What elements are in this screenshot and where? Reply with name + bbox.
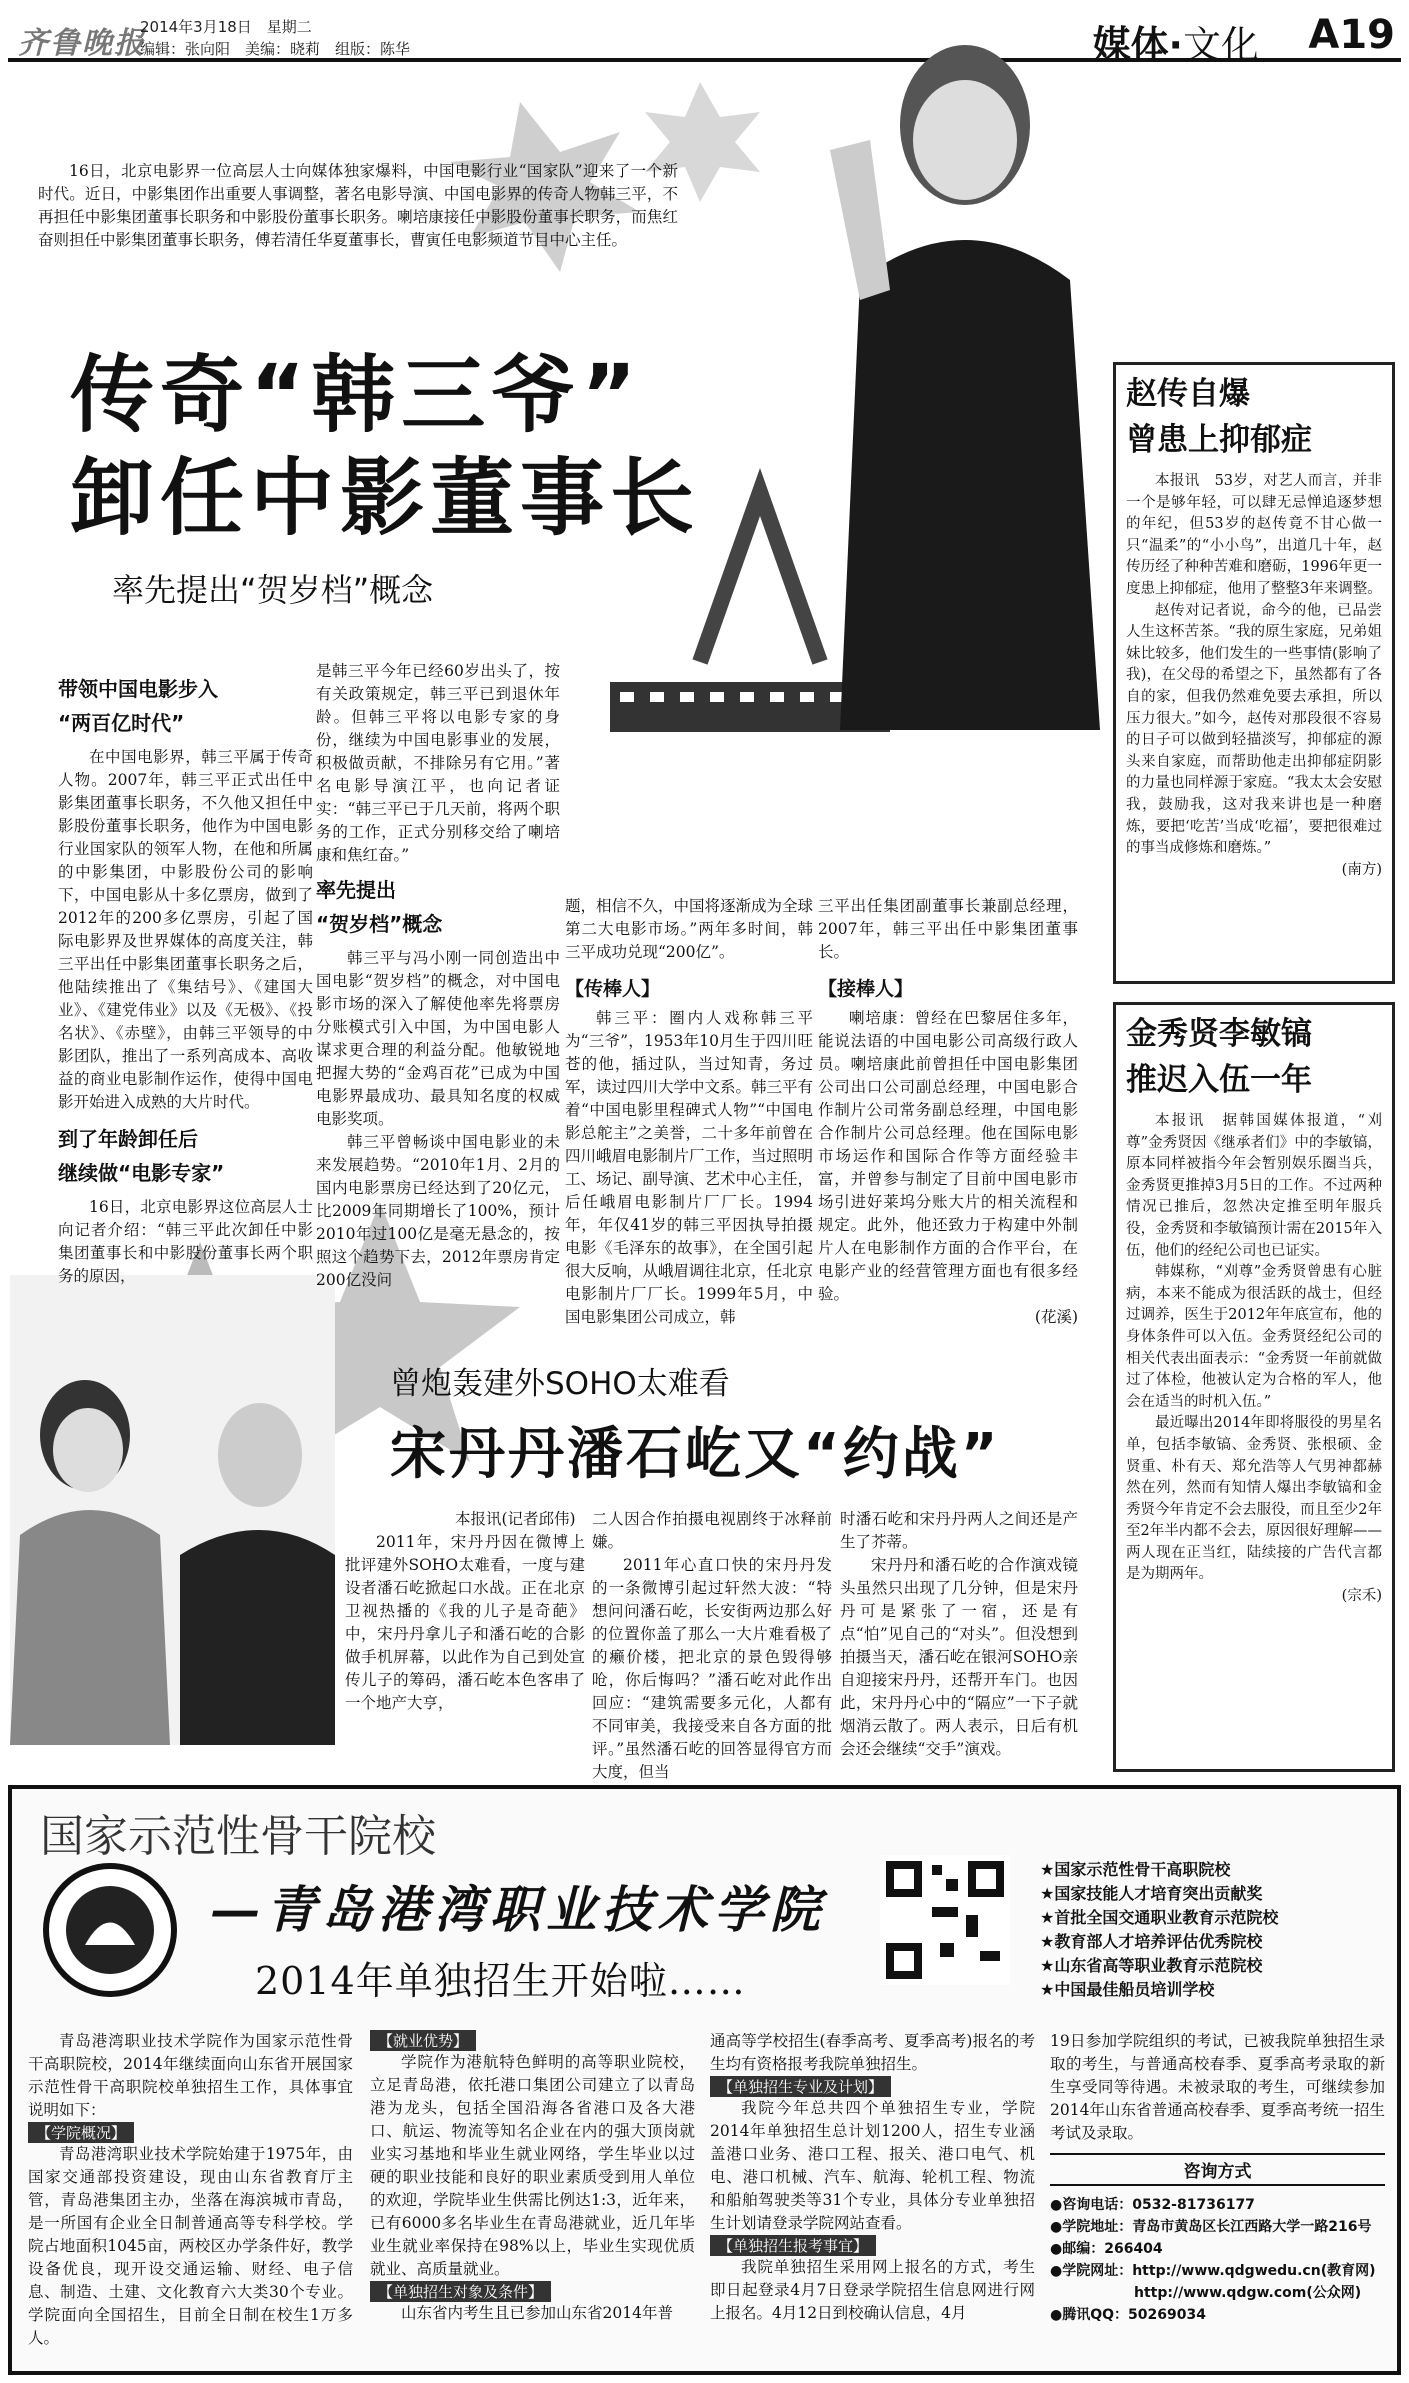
honor-item: ★山东省高等职业教育示范院校 xyxy=(1040,1956,1263,1975)
ad-contact-title: 咨询方式 xyxy=(1050,2153,1385,2186)
ad-tag-overview: 【学院概况】 xyxy=(28,2122,134,2143)
qr-code-icon xyxy=(880,1855,1010,1985)
contact-line: ●学院地址：青岛市黄岛区长江西路大学一路216号 xyxy=(1050,2219,1372,2235)
story2-kicker: 曾炮轰建外SOHO太难看 xyxy=(390,1366,730,1402)
contact-line: http://www.qdgw.com(公众网) xyxy=(1050,2285,1362,2301)
main-column-4: 三平出任集团副董事长兼副总经理，2007年，韩三平出任中影集团董事长。 【接棒人】 喇培康：曾经在巴黎居住多年，能说法语的中国电影公司高级行政人员。喇培康此前曾担任中国电影集团公司出口公司副总经理，中国电影合作制片公司常务副总经理，中国电影合作制片公司总经理。他在国际电影市场运作和国际合作等方面经验丰富，并曾参与制定了目前中国电影市场引进好莱坞分账大片的相关流程和规定。此外，他还致力于构建中外制片人在电影制作方面的合作平台，在电影产业的经营管理方面也有很多经验。 (花溪) xyxy=(818,895,1078,1329)
sidebar2-title1: 金秀贤李敏镐 xyxy=(1126,1016,1312,1052)
story2-byline: 本报讯(记者邱伟) xyxy=(455,1510,576,1528)
main-headline-line1: 传奇“韩三爷” xyxy=(70,346,643,444)
subhead-2b: 继续做“电影专家” xyxy=(58,1161,225,1185)
story2-headline: 宋丹丹潘石屹又“约战” xyxy=(390,1422,1001,1487)
main-column-1: 带领中国电影步入 “两百亿时代” 在中国电影界，韩三平属于传奇人物。2007年，韩三平正式出任中影集团董事长职务，不久他又担任中影股份董事长职务，他作为中国电影行业国家队的领军人物，在他和所属的中影集团，中影股份公司的影响下，中国电影从十多亿票房，做到了2012年的200多亿票房，引起了国际电影界及世界媒体的高度关注，韩三平出任中影集团董事长职务之后，他陆续推出了《集结号》、《建国大业》、《建党伟业》以及《无极》、《投名状》、《赤壁》，由韩三平领导的中影团队，推出了一系列高成本、高收益的商业电影制作运作，使得中国电影开始进入成熟的大片时代。 到了年龄卸任后 继续做“电影专家” 16日，北京电影界这位高层人士向记者介绍：“韩三平此次卸任中影集团董事长和中影股份董事长两个职务的原因， xyxy=(58,672,313,1288)
sidebar-kimsoohyun: 金秀贤李敏镐 推迟入伍一年 本报讯 据韩国媒体报道，“刈尊”金秀贤因《继承者们》中的李敏镐，原本同样被指今年会暂别娱乐圈当兵，金秀贤更推掉3月5日的工作。不过两种情况已推后，忽然决定推至明年服兵役，金秀贤和李敏镐预计需在2015年入伍，他们的经纪公司也已证实。 韩媒称，“刈尊”金秀贤曾患有心脏病，本来不能成为很活跃的战士，但经过调养，医生于2012年年底宣布，他的身体条件可以入伍。金秀贤经纪公司的相关代表出面表示：“金秀贤一年前就做过了体检，他被认定为合格的军人，他会在适当的时机入伍。” 最近曝出2014年即将服役的男星名单，包括李敏镐、金秀贤、张根硕、金贤重、朴有天、郑允浩等人气男神都赫然在列，然而有知情人爆出李敏镐和金秀贤今年肯定不会去服役，而且至少2年至2年半内都不会去，原因很好理解——两人现在正当红，陆续接的广告代言都是为期两年。 (宗禾) xyxy=(1113,1002,1395,1772)
ad-honors-list xyxy=(1040,1858,1390,2002)
sidebar2-title2: 推迟入伍一年 xyxy=(1126,1062,1312,1098)
issue-info xyxy=(140,16,410,60)
byline-nanfang: (南方) xyxy=(1341,861,1382,878)
ad-tag-employment: 【就业优势】 xyxy=(370,2030,476,2051)
byline-zonghe: (宗禾) xyxy=(1341,1588,1382,1605)
honor-item: ★国家技能人才培育突出贡献奖 xyxy=(1040,1884,1263,1903)
subhead-3b: “贺岁档”概念 xyxy=(316,912,443,936)
main-column-2: 是韩三平今年已经60岁出头了，按有关政策规定，韩三平已到退休年龄。但韩三平将以电影专家的身份，继续为中国电影事业的发展，积极做贡献，不排除另有它用。”著名电影导演江平，也向记者证实：“韩三平已于几天前，将两个职务的工作，正式分别移交给了喇培康和焦红奋。” 率先提出 “贺岁档”概念 韩三平与冯小刚一同创造出中国电影“贺岁档”的概念，对中国电影市场的深入了解使他率先将票房分账模式引入中国，为中国电影人谋求更合理的利益分配。他敏锐地把握大势的“金鸡百花”已成为中国电影界最成功、最具知名度的权威电影奖项。 韩三平曾畅谈中国电影业的未来发展趋势。“2010年1月、2月的国内电影票房已经达到了20亿元，比2009年同期增长了100%，预计2010年过100亿是毫无悬念的，按照这个趋势下去，2012年票房肯定200亿没问 xyxy=(316,662,560,1289)
ad-column-1: 青岛港湾职业技术学院作为国家示范性骨干高职院校，2014年继续面向山东省开展国家示范性骨干高职院校单独招生工作，具体事宜说明如下： 【学院概况】 青岛港湾职业技术学院始建于1975年，由国家交通部投资建设，现由山东省教育厅主管，青岛港集团主办，坐落在海滨城市青岛，是一所国有企业全日制普通高等专科学校。学院占地面积1045亩，两校区办学条件好，教学设备优良，现开设交通运输、财经、电子信息、制造、土建、文化教育六大类30个专业。学院面向全国招生，目前全日制在校生1万多人。 xyxy=(28,2032,353,2347)
ad-banner: 国家示范性骨干院校 xyxy=(40,1811,436,1862)
honor-item: ★国家示范性骨干高职院校 xyxy=(1040,1860,1231,1879)
subhead-1a: 带领中国电影步入 xyxy=(58,677,218,701)
subhead-1b: “两百亿时代” xyxy=(58,711,185,735)
honor-item: ★首批全国交通职业教育示范院校 xyxy=(1040,1908,1279,1927)
ad-school-name: —青岛港湾职业技术学院 xyxy=(210,1880,826,1939)
honor-item: ★中国最佳船员培训学校 xyxy=(1040,1980,1215,1999)
contact-line: ●腾讯QQ：50269034 xyxy=(1050,2307,1206,2323)
main-subtitle: 率先提出“贺岁档”概念 xyxy=(112,571,434,609)
main-column-3: 题，相信不久，中国将逐渐成为全球第二大电影市场。”两年多时间，韩三平成功兑现“200亿”。 【传棒人】 韩三平：圈内人戏称韩三平为“三爷”，1953年10月生于四川旺苍的他，插过队，当过知青，务过军，读过四川大学中文系。韩三平有着“中国电影里程碑式人物”“中国电影总舵主”之美誉，二十多年前曾在四川峨眉电影制片厂工作，当过照明工、场记、副导演、艺术中心主任，后任峨眉电影制片厂厂长。1994年，年仅41岁的韩三平因执导拍摄电影《毛泽东的故事》，在全国引起很大反响，从峨眉调往北京，任北京电影制片厂厂长。1999年5月，中国电影集团公司成立，韩 xyxy=(565,897,814,1326)
byline-huaxi: (花溪) xyxy=(1034,1308,1078,1326)
story2-column-2: 二人因合作拍摄电视剧终于冰释前嫌。 2011年心直口快的宋丹丹发的一条微博引起过轩然大波：“特想问问潘石屹，长安街两边那么好的位置你盖了那么一大片难看极了的癞价楼，把北京的景色毁得够呛，你后悔吗？”潘石屹对此作出回应：“建筑需要多元化，人都有不同审美，我接受来自各方面的批评。”虽然潘石屹的回答显得官方而大度，但当 xyxy=(592,1510,832,1781)
contact-line: ●邮编：266404 xyxy=(1050,2241,1163,2257)
tag-predecessor: 【传棒人】 xyxy=(565,978,661,1000)
ad-slogan: 2014年单独招生开始啦…… xyxy=(255,1959,746,2003)
sidebar1-title1: 赵传自爆 xyxy=(1126,376,1250,412)
ad-column-3: 通高等学校招生(春季高考、夏季高考)报名的考生均有资格报考我院单独招生。 【单独招生专业及计划】 我院今年总共四个单独招生专业，学院2014年单独招生总计划1200人，招生专业涵盖港口业务、港口工程、报关、港口电气、机电、港口机械、汽车、航海、轮机工程、物流和船舶驾驶类等31个专业，具体分专业单独招生计划请登录学院网站查看。 【单独招生报考事宜】 我院单独招生采用网上报名的方式，考生即日起登录4月7日登录学院招生信息网进行网上报名。4月12日到校确认信息，4月 xyxy=(710,2032,1035,2322)
sidebar-zhaochuan: 赵传自爆 曾患上抑郁症 本报讯 53岁，对艺人而言，并非一个是够年轻，可以肆无忌惮追逐梦想的年纪，但53岁的赵传竟不甘心做一只“温柔”的“小小鸟”，出道几十年，赵传历经了种种苦难和磨砺，1996年更一度患上抑郁症，他用了整整3年来调整。 赵传对记者说，命今的他，已品尝人生这杯苦茶。“我的原生家庭，兄弟姐妹比较多，他们发生的一些事情(影响了我)，在父母的希望之下，虽然都有了各自的家，但我仍然难免要去承担，所以压力很大。”如今，赵传对那段很不容易的日子可以做到轻描淡写，抑郁症的源头来自家庭，而帮助他走出抑郁症阴影的力量也同样源于家庭。“我太太会安慰我，鼓励我，这对我来讲也是一种磨炼，要把‘吃苦’当成‘吃福’，要把很难过的事当成修炼和磨炼。” (南方) xyxy=(1113,362,1395,984)
honor-item: ★教育部人才培养评估优秀院校 xyxy=(1040,1932,1263,1951)
ad-tag-eligibility: 【单独招生对象及条件】 xyxy=(370,2281,551,2302)
han-sanping-photo xyxy=(800,30,1120,730)
school-logo-icon xyxy=(40,1860,180,2000)
tag-successor: 【接棒人】 xyxy=(818,978,914,1000)
contact-line: ●咨询电话：0532-81736177 xyxy=(1050,2197,1255,2213)
subhead-3a: 率先提出 xyxy=(316,878,396,902)
issue-editors: 编辑：张向阳 美编：晓莉 组版：陈华 xyxy=(140,40,411,58)
ad-tag-plan: 【单独招生专业及计划】 xyxy=(710,2076,891,2097)
ad-column-2: 【就业优势】 学院作为港航特色鲜明的高等职业院校，立足青岛港，依托港口集团公司建立了以青岛港为龙头，包括全国沿海各省港口及各大港口、航运、物流等知名企业在内的强大顶岗就业实习基地和毕业生就业网络，学生毕业以过硬的职业技能和良好的职业素质受到用人单位的欢迎，学院毕业生供需比例达1:3，近年来，已有6000多名毕业生在青岛港就业，近几年毕业生就业率保持在98%以上，毕业生实现优质就业、高质量就业。 【单独招生对象及条件】 山东省内考生且已参加山东省2014年普 xyxy=(370,2032,695,2322)
ad-column-4: 19日参加学院组织的考试，已被我院单独招生录取的考生，与普通高校春季、夏季高考录取的新生享受同等待遇。未被录取的考生，可继续参加2014年山东省普通高校春季、夏季高考统一招生考试及录取。 咨询方式 ●咨询电话：0532-81736177 ●学院地址：青岛市黄岛区长江西路大学一路216号 ●邮编：266404 ●学院网址：http://www.qdgwedu.cn(教育网) http://www.qdgw.com(公众网) ●腾讯QQ：50269034 xyxy=(1050,2030,1385,2326)
sidebar1-title2: 曾患上抑郁症 xyxy=(1126,422,1312,458)
section-media: 媒体 xyxy=(1092,23,1169,67)
story2-column-1: 本报讯(记者邱伟) 2011年，宋丹丹因在微博上批评建外SOHO太难看，一度与建设者潘石屹掀起口水战。正在北京卫视热播的《我的儿子是奇葩》中，宋丹丹拿儿子和潘石屹的合影做手机屏幕，以此作为自己到处宣传儿子的筹码，潘石屹本色客串了一个地产大亨， xyxy=(345,1510,585,1712)
song-pan-photo xyxy=(10,1275,335,1745)
newspaper-masthead: 齐鲁晚报 xyxy=(18,26,146,61)
contact-line: ●学院网址：http://www.qdgwedu.cn(教育网) xyxy=(1050,2263,1376,2279)
subhead-2a: 到了年龄卸任后 xyxy=(58,1127,198,1151)
main-headline-line2: 卸任中影董事长 xyxy=(70,449,701,547)
section-culture: 文化 xyxy=(1182,23,1259,67)
page-number: A19 xyxy=(1308,12,1395,58)
story2-column-3: 时潘石屹和宋丹丹两人之间还是产生了芥蒂。 宋丹丹和潘石屹的合作演戏镜头虽然只出现了几分钟，但是宋丹丹可是紧张了一宿，还是有点“怕”见自己的“对头”。但没想到拍摄当天，潘石屹在银河SOHO亲自迎接宋丹丹，还帮开车门。也因此，宋丹丹心中的“隔应”一下子就烟消云散了。两人表示，日后有机会还会继续“交手”演戏。 xyxy=(840,1510,1078,1758)
ad-tag-application: 【单独招生报考事宜】 xyxy=(710,2235,876,2256)
lead-paragraph: 16日，北京电影界一位高层人士向媒体独家爆料，中国电影行业“国家队”迎来了一个新时代。近日，中影集团作出重要人事调整，著名电影导演、中国电影界的传奇人物韩三平，不再担任中影集团董事长职务和中影股份董事长职务。喇培康接任中影股份董事长职务，而焦红奋则担任中影集团董事长职务，傅若清任华夏董事长，曹寅任电影频道节目中心主任。 xyxy=(38,162,678,249)
issue-date: 2014年3月18日 星期二 xyxy=(140,18,312,36)
section-label: 媒体·文化 xyxy=(1092,23,1259,67)
